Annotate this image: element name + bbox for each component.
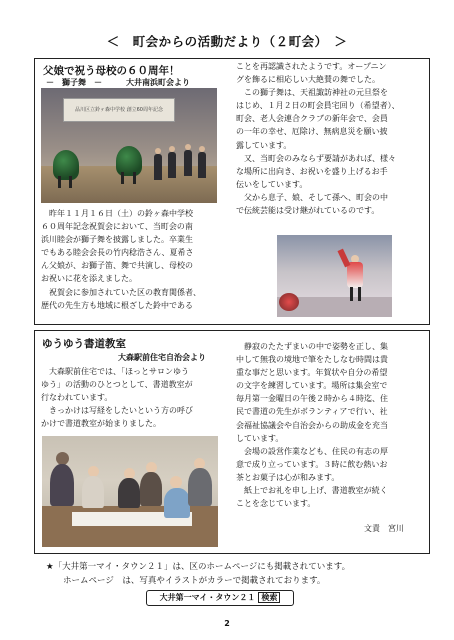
text-line: この獅子舞は、天祖諏訪神社の元旦祭を xyxy=(236,88,388,98)
article-body-left xyxy=(41,207,201,312)
search-box[interactable] xyxy=(146,590,294,606)
text-line: 伝いをしています。 xyxy=(236,179,308,189)
text-line: はじめ、１月２日の町会員宅回り（希望者）、 xyxy=(236,101,400,111)
text-line: な場所に出向き、お祝いを盛り上げるお手 xyxy=(236,166,388,176)
text-line: の文字を練習しています。場所は集会室で xyxy=(236,381,388,391)
article-title: ゆうゆう書道教室 xyxy=(42,338,126,350)
text-line: 中して無我の境地で筆をたしなむ時間は貴 xyxy=(236,355,388,365)
article-body-left xyxy=(41,365,193,430)
text-line: 重な事だと思います。年賀状や自分の希望 xyxy=(236,368,388,378)
footer-note: ホームページ は、写真やイラストがカラーで掲載されております。 xyxy=(46,576,326,586)
text-line: 意で成り立っています。３時に飲む熱いお xyxy=(236,459,388,469)
text-line: 浜川睦会が獅子舞を披露しました。卒業生 xyxy=(41,235,193,245)
text-line: 歴代の先生方も地域に根ざした鈴中である xyxy=(41,300,193,310)
text-line: ことを念じています。 xyxy=(236,499,316,509)
stage-banner: 品川区立鈴ヶ森中学校 創立60周年記念 xyxy=(63,98,175,122)
text-line: 会場の設営作業なども、住民の有志の厚 xyxy=(236,446,388,456)
text-line: 民で書道の先生がボランティアで行い、社 xyxy=(236,407,388,417)
article-title: 父娘で祝う母校の６０周年！ xyxy=(43,65,180,77)
text-line: お祝いに花を添えました。 xyxy=(41,274,137,284)
footer-note: ★「大井第一マイ・タウン２１」は、区のホームページにも掲載されています。 xyxy=(46,562,351,572)
text-line: ん父娘が、お獅子笛、舞で共演し、母校の xyxy=(41,261,193,271)
text-line: 紙上でお礼を申し上げ、書道教室が続く xyxy=(236,486,388,496)
lion-dance-photo xyxy=(41,88,217,203)
search-button[interactable]: 検索 xyxy=(258,592,280,603)
text-line: 大森駅前住宅では、「ほっとサロンゆう xyxy=(41,367,189,376)
text-line: グを飾るに相応しい大絶賛の舞でした。 xyxy=(236,75,380,85)
text-line: きっかけは写経をしたいという方の呼び xyxy=(41,406,193,416)
text-line: 行なわれています。 xyxy=(41,393,113,403)
dancer-photo xyxy=(277,235,392,317)
text-line: ことを再認識されたようです。オープニン xyxy=(236,62,387,71)
text-line: しています。 xyxy=(236,433,284,443)
text-line: 露しています。 xyxy=(236,140,292,150)
article-subtitle: － 獅子舞 － 大井南浜町会より xyxy=(46,78,190,87)
page-number: 2 xyxy=(224,619,230,628)
text-line: で伝統芸能は受け継がれているのです。 xyxy=(236,206,380,216)
text-line: 会福祉協議会や自治会からの助成金を充当 xyxy=(236,420,388,430)
article-body-right xyxy=(236,60,400,217)
text-line: 父から息子、娘、そして孫へ、町会の中 xyxy=(236,192,388,202)
article-subtitle: 大森駅前住宅自治会より xyxy=(118,353,206,362)
text-line: かけで書道教室が始まりました。 xyxy=(41,419,161,429)
text-line: 昨年１１月１６日（土）の鈴ヶ森中学校 xyxy=(41,209,193,218)
text-line: 毎月第一金曜日の午後２時から４時迄、住 xyxy=(236,394,388,404)
calligraphy-class-photo xyxy=(42,436,218,547)
page-title: ＜ 町会からの活動だより（２町会） ＞ xyxy=(106,34,348,49)
text-line: 茶とお菓子は心が和みます。 xyxy=(236,472,340,482)
article-body-right xyxy=(236,340,388,510)
author-signature: 文責 宮川 xyxy=(364,524,404,533)
text-line: ゆう」の活動のひとつとして、書道教室が xyxy=(41,380,193,390)
text-line: 静寂のたたずまいの中で姿勢を正し、集 xyxy=(236,342,388,351)
text-line: の一年の幸せ、厄除け、無病息災を願い披 xyxy=(236,127,388,137)
text-line: 又、当町会のみならず要請があれば、様々 xyxy=(236,153,396,163)
text-line: 祝賀会に参加されていた区の教育関係者、 xyxy=(41,287,201,297)
text-line: でもある睦会会長の竹内稔浩さん、夏希さ xyxy=(41,248,194,258)
text-line: 町会、老人会連合クラブの新年会で、会員 xyxy=(236,114,388,124)
search-text: 大井第一マイ・タウン２１ xyxy=(159,593,256,602)
text-line: ６０周年記念祝賀会において、当町会の南 xyxy=(41,222,193,232)
